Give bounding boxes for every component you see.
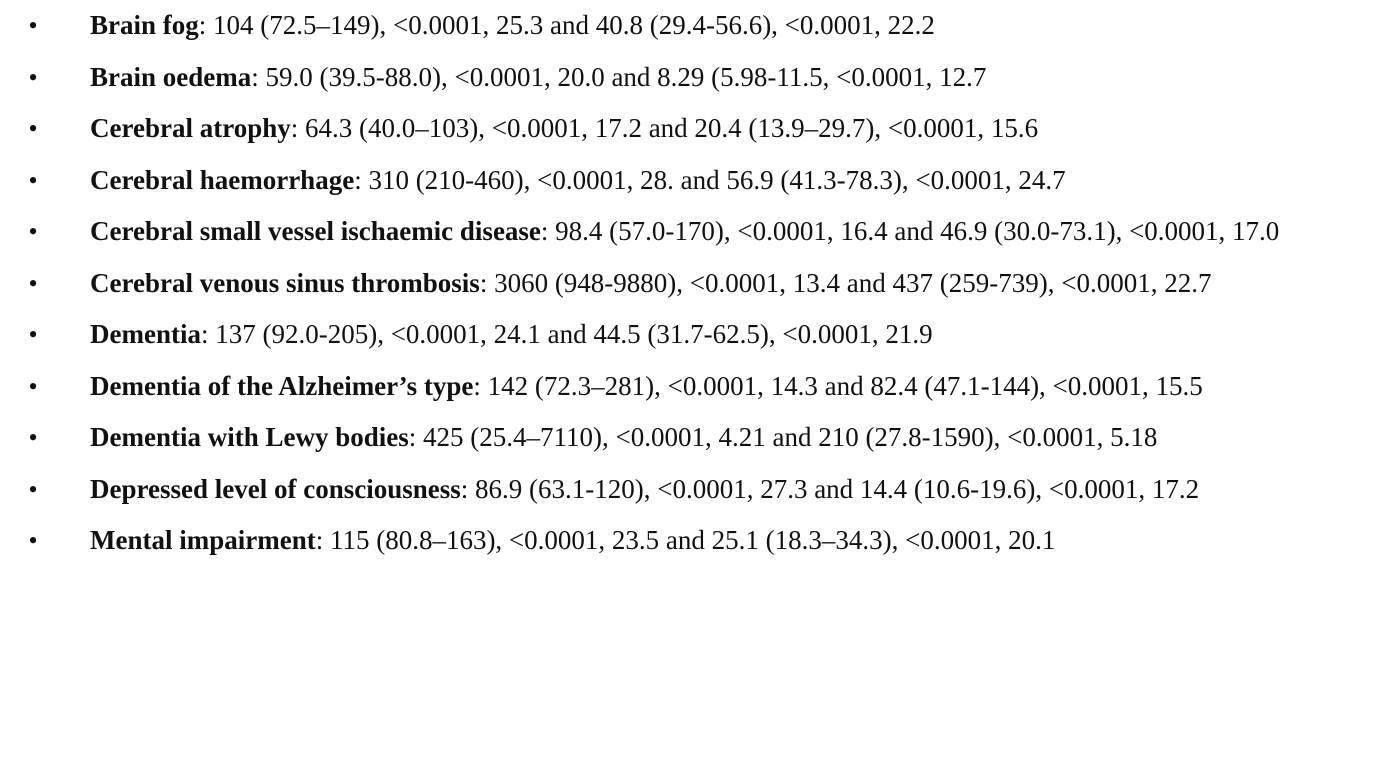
item-term: Cerebral atrophy: [90, 113, 291, 143]
bullet-icon: •: [28, 526, 38, 555]
list-item: [0, 464, 1395, 516]
item-term: Cerebral haemorrhage: [90, 164, 355, 195]
item-term: Brain oedema: [90, 61, 252, 92]
item-detail: : 59.0 (39.5-88.0), <0.0001, 20.0 and 8.29 (5.98-11.5, <0.0001, 12.7: [251, 61, 987, 92]
item-detail: : 425 (25.4–7110), <0.0001, 4.21 and 210 (27.8-1590), <0.0001, 5.18: [408, 422, 1158, 452]
bullet-icon: •: [28, 423, 38, 452]
item-term: Cerebral venous sinus thrombosis: [90, 267, 480, 298]
item-term: Dementia: [90, 319, 201, 349]
bullet-icon: •: [28, 371, 38, 401]
list-item: [0, 412, 1395, 464]
list-item: [0, 52, 1395, 104]
item-detail: : 64.3 (40.0–103), <0.0001, 17.2 and 20.4 (13.9–29.7), <0.0001, 15.6: [290, 113, 1039, 143]
list-item: [0, 0, 1395, 52]
item-detail: : 104 (72.5–149), <0.0001, 25.3 and 40.8 (29.4-56.6), <0.0001, 22.2: [198, 10, 935, 40]
list-item: [0, 155, 1395, 207]
bullet-icon: •: [28, 114, 38, 143]
list-item: [0, 258, 1395, 310]
item-detail: : 98.4 (57.0-170), <0.0001, 16.4 and 46.9 (30.0-73.1), <0.0001, 17.0: [540, 216, 1280, 246]
list-item: [0, 103, 1395, 155]
bullet-icon: •: [28, 474, 38, 504]
item-term: Brain fog: [90, 10, 199, 40]
item-detail: : 115 (80.8–163), <0.0001, 23.5 and 25.1 (18.3–34.3), <0.0001, 20.1: [315, 525, 1056, 555]
bullet-icon: •: [28, 320, 38, 349]
item-term: Depressed level of consciousness: [90, 473, 461, 504]
bullet-icon: •: [28, 11, 38, 40]
bullet-icon: •: [28, 268, 38, 298]
list-item: [0, 309, 1395, 361]
bullet-icon: •: [28, 165, 38, 195]
bullet-icon: •: [28, 62, 38, 92]
list-item: [0, 361, 1395, 413]
item-detail: : 86.9 (63.1-120), <0.0001, 27.3 and 14.4 (10.6-19.6), <0.0001, 17.2: [460, 473, 1200, 504]
list-item: [0, 206, 1395, 258]
item-term: Dementia with Lewy bodies: [90, 422, 409, 452]
item-term: Dementia of the Alzheimer’s type: [90, 370, 474, 401]
list-item: [0, 515, 1395, 567]
bullet-icon: •: [28, 217, 38, 246]
item-detail: : 310 (210-460), <0.0001, 28. and 56.9 (41.3-78.3), <0.0001, 24.7: [354, 164, 1066, 195]
item-detail: : 137 (92.0-205), <0.0001, 24.1 and 44.5 (31.7-62.5), <0.0001, 21.9: [200, 319, 933, 349]
item-detail: : 3060 (948-9880), <0.0001, 13.4 and 437 (259-739), <0.0001, 22.7: [479, 267, 1212, 298]
item-detail: : 142 (72.3–281), <0.0001, 14.3 and 82.4 (47.1-144), <0.0001, 15.5: [473, 370, 1203, 401]
item-term: Cerebral small vessel ischaemic disease: [90, 216, 541, 246]
item-term: Mental impairment: [90, 525, 316, 555]
